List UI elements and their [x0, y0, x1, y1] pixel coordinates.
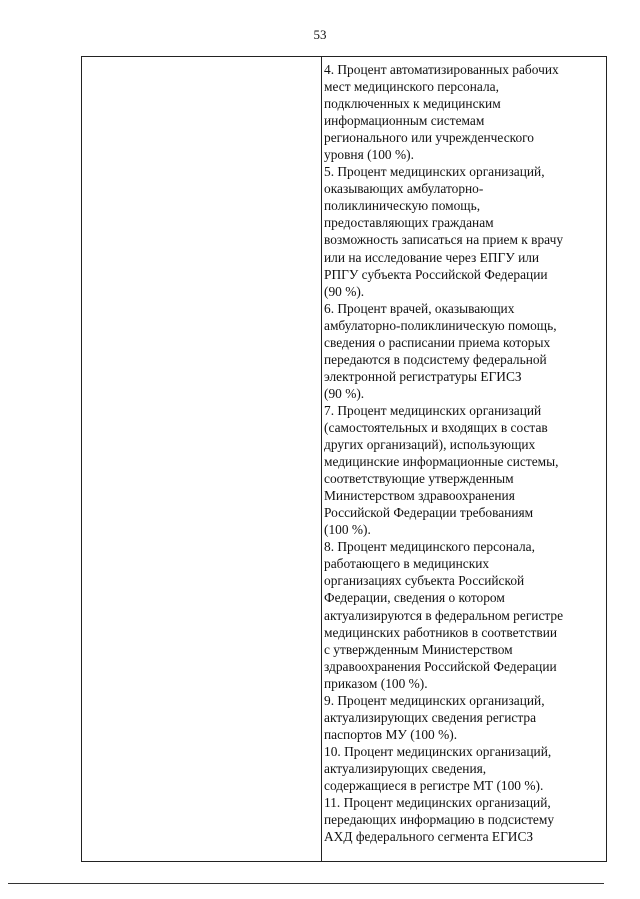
indicator-text-line: актуализирующих сведения регистра: [324, 709, 537, 725]
indicator-text-line: АХД федерального сегмента ЕГИСЗ: [324, 829, 534, 845]
indicator-text-line: или на исследование через ЕПГУ или: [324, 249, 540, 265]
indicator-text-line: возможность записаться на прием к врачу: [324, 232, 564, 248]
indicator-text-line: других организаций), использующих: [324, 437, 536, 453]
indicator-text-line: 6. Процент врачей, оказывающих: [324, 300, 515, 316]
indicator-text-line: мест медицинского персонала,: [324, 79, 499, 95]
indicator-text-line: электронной регистратуры ЕГИСЗ: [324, 368, 522, 384]
indicator-item: [324, 61, 596, 163]
indicator-item: [324, 163, 596, 299]
indicator-text-line: содержащиеся в регистре МТ (100 %).: [324, 777, 544, 793]
indicator-text-line: соответствующие утвержденным: [324, 471, 514, 487]
document-table: [81, 56, 607, 862]
indicator-text-line: Федерации, сведения о котором: [324, 590, 505, 606]
indicator-text-line: РПГУ субъекта Российской Федерации: [324, 266, 548, 282]
table-left-column: [82, 57, 322, 861]
indicator-item: [324, 794, 596, 845]
indicator-item: [324, 300, 596, 402]
indicator-text-line: (90 %).: [324, 385, 365, 401]
indicator-item: [324, 743, 596, 794]
indicator-text-line: поликлиническую помощь,: [324, 198, 481, 214]
indicator-text-line: работающего в медицинских: [324, 556, 490, 572]
indicator-text-line: 10. Процент медицинских организаций,: [324, 743, 552, 759]
indicator-text-line: (100 %).: [324, 522, 371, 538]
indicator-text-line: передающих информацию в подсистему: [324, 812, 555, 828]
indicator-text-line: здравоохранения Российской Федерации: [324, 658, 557, 674]
table-right-column: [322, 57, 606, 861]
indicator-text-line: информационным системам: [324, 113, 485, 129]
indicator-text-line: 11. Процент медицинских организаций,: [324, 795, 551, 811]
indicator-text-line: медицинских работников в соответствии: [324, 624, 558, 640]
indicator-text-line: оказывающих амбулаторно-: [324, 181, 484, 197]
indicator-text-line: актуализируются в федеральном регистре: [324, 607, 564, 623]
indicator-text-line: 5. Процент медицинских организаций,: [324, 164, 545, 180]
indicator-text-line: Министерством здравоохранения: [324, 488, 515, 504]
indicator-text-line: паспортов МУ (100 %).: [324, 726, 458, 742]
indicator-text-line: уровня (100 %).: [324, 147, 414, 163]
page-bottom-rule: [8, 883, 604, 884]
indicator-text-line: сведения о расписании приема которых: [324, 334, 551, 350]
indicator-text-line: актуализирующих сведения,: [324, 760, 487, 776]
indicator-item: [324, 692, 596, 743]
indicator-text-line: 4. Процент автоматизированных рабочих: [324, 62, 559, 77]
indicator-text-line: 7. Процент медицинских организаций: [324, 402, 542, 418]
indicators-list: [324, 61, 596, 845]
page-number: 53: [313, 27, 327, 42]
indicator-text-line: 9. Процент медицинских организаций,: [324, 692, 545, 708]
indicator-text-line: амбулаторно-поликлиническую помощь,: [324, 317, 557, 333]
indicator-text-line: Российской Федерации требованиям: [324, 505, 534, 521]
indicator-text-line: (90 %).: [324, 283, 365, 299]
indicator-text-line: с утвержденным Министерством: [324, 641, 513, 657]
indicator-item: [324, 402, 596, 538]
indicator-text-line: передаются в подсистему федеральной: [324, 351, 547, 367]
indicator-text-line: предоставляющих гражданам: [324, 215, 494, 231]
indicator-text-line: медицинские информационные системы,: [324, 454, 559, 470]
indicator-text-line: (самостоятельных и входящих в состав: [324, 419, 548, 435]
indicator-item: [324, 538, 596, 691]
indicator-text-line: организациях субъекта Российской: [324, 573, 525, 589]
indicator-text-line: регионального или учрежденческого: [324, 130, 535, 146]
indicator-text-line: подключенных к медицинским: [324, 96, 501, 112]
indicator-text-line: приказом (100 %).: [324, 675, 428, 691]
indicator-text-line: 8. Процент медицинского персонала,: [324, 539, 535, 555]
